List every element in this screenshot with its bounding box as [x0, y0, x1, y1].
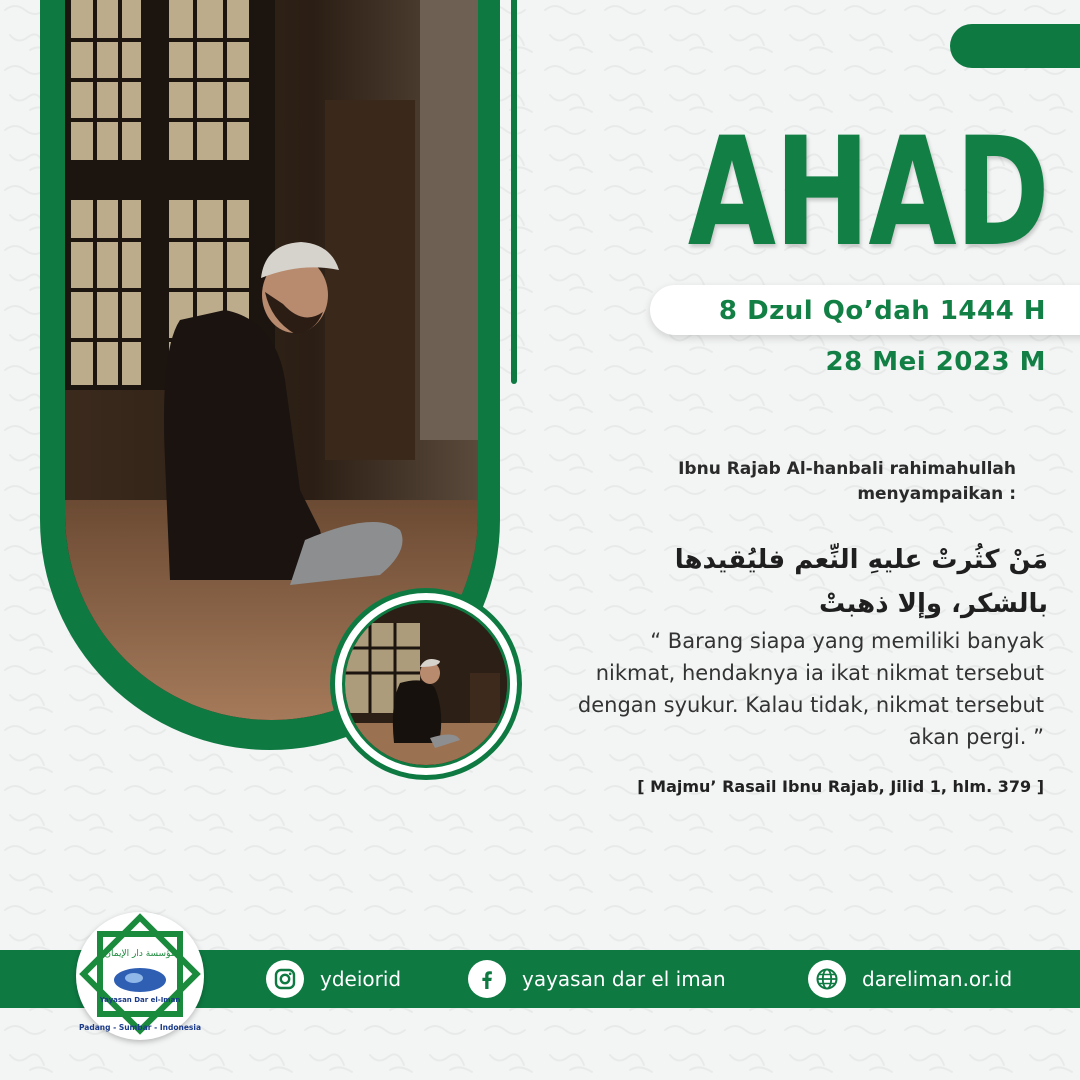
quote-source: [ Majmu’ Rasail Ibnu Rajab, Jilid 1, hlm. 379 ] — [637, 777, 1044, 796]
arabic-quote: مَنْ كثُرتْ عليهِ النِّعم فليُقيدها بالشكر، وإلا ذهبتْ — [674, 545, 1048, 619]
facebook-icon — [468, 960, 506, 998]
facebook-link[interactable] — [468, 960, 726, 998]
quote-translation: “ Barang siapa yang memiliki banyak nikmat, hendaknya ia ikat nikmat tersebut dengan syukur. Kalau tidak, nikmat tersebut akan pergi. ” — [577, 629, 1044, 749]
website-link[interactable] — [808, 960, 1012, 998]
organization-logo — [76, 912, 204, 1040]
logo-ring-text: Padang - Sumbar - Indonesia — [78, 1023, 202, 1032]
instagram-icon — [266, 960, 304, 998]
day-title: AHAD — [687, 106, 1048, 280]
globe-icon — [808, 960, 846, 998]
logo-name-text: Yayasan Dar el-Iman — [99, 996, 181, 1004]
instagram-handle: ydeiorid — [320, 967, 402, 991]
logo-arabic-text: مؤسسة دار الإيمان — [104, 949, 176, 959]
decorative-pill — [950, 24, 1080, 68]
small-praying-photo — [342, 600, 510, 768]
hijri-date: 8 Dzul Qo’dah 1444 H — [718, 296, 1046, 326]
quote-intro: Ibnu Rajab Al-hanbali rahimahullah menyampaikan : — [678, 459, 1016, 504]
website-url: dareliman.or.id — [862, 967, 1013, 991]
divider-line — [511, 0, 517, 384]
instagram-link[interactable] — [266, 960, 401, 998]
gregorian-date: 28 Mei 2023 M — [825, 347, 1046, 377]
facebook-name: yayasan dar el iman — [522, 967, 726, 991]
